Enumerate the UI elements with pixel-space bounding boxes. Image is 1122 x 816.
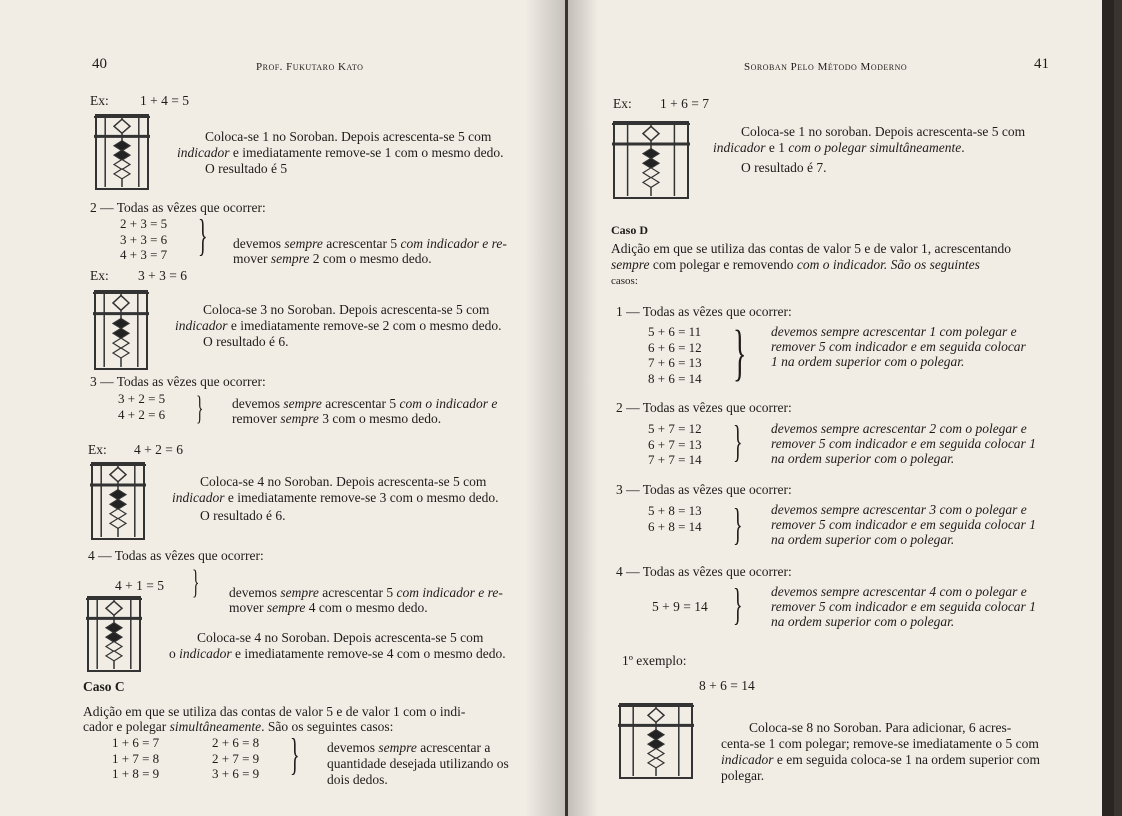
brace: }	[198, 211, 208, 260]
brace: }	[196, 390, 204, 427]
rule-text: remover 5 com indicador e em seguida colocar 1	[771, 436, 1036, 451]
equation-list: 3 + 2 = 5 4 + 2 = 6	[118, 391, 166, 422]
soroban-illustration	[90, 461, 146, 541]
intro-line: casos:	[611, 275, 638, 287]
example-equation: 4 + 2 = 6	[134, 442, 183, 457]
equation-list: 2 + 3 = 5 3 + 3 = 6 4 + 3 = 7	[120, 216, 168, 262]
case-heading: 1 — Todas as vêzes que ocorrer:	[616, 304, 792, 319]
soroban-illustration	[94, 113, 150, 191]
rule-text: devemos sempre acrescentar 5 com indicador e re-	[229, 585, 503, 600]
explanation-line: centa-se 1 com polegar; remove-se imediatamente o 5 com	[721, 736, 1039, 751]
example-label: Ex:	[88, 442, 107, 457]
rule-text: remover 5 com indicador e em seguida colocar 1	[771, 517, 1036, 532]
intro-line: Adição em que se utiliza das contas de valor 5 e de valor 1, acrescentando	[611, 241, 1011, 256]
example-equation: 1 + 6 = 7	[660, 96, 709, 111]
brace: }	[192, 564, 200, 601]
equation-list: 5 + 6 = 11 6 + 6 = 12 7 + 6 = 13 8 + 6 = 14	[648, 324, 702, 386]
example-label: 1º exemplo:	[622, 653, 687, 668]
explanation-line: Coloca-se 8 no Soroban. Para adicionar, 6 acres-	[749, 720, 1012, 735]
case-heading: 4 — Todas as vêzes que ocorrer:	[616, 564, 792, 579]
example-equation: 8 + 6 = 14	[699, 678, 755, 693]
case-heading: 3 — Todas as vêzes que ocorrer:	[616, 482, 792, 497]
case-heading: 2 — Todas as vêzes que ocorrer:	[616, 400, 792, 415]
rule-text: na ordem superior com o polegar.	[771, 451, 955, 466]
page-number: 40	[92, 56, 107, 72]
equation-list: 2 + 6 = 8 2 + 7 = 9 3 + 6 = 9	[212, 735, 260, 781]
explanation-line: Coloca-se 4 no Soroban. Depois acrescenta-se 5 com	[197, 630, 484, 645]
result-text: O resultado é 7.	[741, 160, 827, 175]
rule-text: devemos sempre acrescentar 2 com o polegar e	[771, 421, 1027, 436]
explanation-line: indicador e imediatamente remove-se 1 com o mesmo dedo.	[177, 145, 504, 160]
rule-text: devemos sempre acrescentar 5 com indicador e re-	[233, 236, 507, 251]
intro-line: Adição em que se utiliza das contas de valor 5 e de valor 1 com o indi-	[83, 704, 466, 719]
explanation-line: Coloca-se 3 no Soroban. Depois acrescenta-se 5 com	[203, 302, 490, 317]
rule-text: 1 na ordem superior com o polegar.	[771, 354, 965, 369]
explanation-line: indicador e imediatamente remove-se 3 com o mesmo dedo.	[172, 490, 499, 505]
rule-text: mover sempre 2 com o mesmo dedo.	[233, 251, 432, 266]
equation: 5 + 9 = 14	[652, 599, 708, 614]
section-heading: Caso C	[83, 679, 125, 694]
result-text: O resultado é 6.	[203, 334, 289, 349]
equation-list: 5 + 7 = 12 6 + 7 = 13 7 + 7 = 14	[648, 421, 702, 467]
example-equation: 1 + 4 = 5	[140, 93, 189, 108]
explanation-line: o indicador e imediatamente remove-se 4 com o mesmo dedo.	[169, 646, 506, 661]
intro-line: sempre com polegar e removendo com o indicador. São os seguintes	[611, 257, 980, 272]
brace: }	[733, 319, 747, 387]
example-label: Ex:	[90, 93, 109, 108]
equation-list: 1 + 6 = 7 1 + 7 = 8 1 + 8 = 9	[112, 735, 160, 781]
rule-text: na ordem superior com o polegar.	[771, 532, 955, 547]
rule-text: devemos sempre acrescentar 5 com o indicador e	[232, 396, 498, 411]
case-heading: 3 — Todas as vêzes que ocorrer:	[90, 374, 266, 389]
brace: }	[733, 417, 743, 466]
explanation-line: indicador e em seguida coloca-se 1 na ordem superior com	[721, 752, 1041, 767]
page-number: 41	[1034, 56, 1049, 72]
explanation-line: indicador e 1 com o polegar simultâneamente.	[713, 140, 965, 155]
intro-line: cador e polegar simultâneamente. São os seguintes casos:	[83, 719, 394, 734]
example-label: Ex:	[613, 96, 632, 111]
case-heading: 4 — Todas as vêzes que ocorrer:	[88, 548, 264, 563]
section-heading: Caso D	[611, 223, 649, 237]
soroban-illustration	[86, 595, 142, 673]
equation: 4 + 1 = 5	[115, 578, 164, 593]
explanation-line: Coloca-se 4 no Soroban. Depois acrescenta-se 5 com	[200, 474, 487, 489]
case-heading: 2 — Todas as vêzes que ocorrer:	[90, 200, 266, 215]
running-head: Soroban Pelo Método Moderno	[744, 61, 908, 73]
brace: }	[290, 730, 300, 779]
result-text: O resultado é 6.	[200, 508, 286, 523]
rule-text: remover sempre 3 com o mesmo dedo.	[232, 411, 442, 426]
brace: }	[733, 580, 743, 629]
running-head: Prof. Fukutaro Kato	[256, 61, 364, 73]
explanation-line: indicador e imediatamente remove-se 2 com o mesmo dedo.	[175, 318, 502, 333]
rule-text: devemos sempre acrescentar 3 com o polegar e	[771, 502, 1027, 517]
soroban-illustration	[618, 702, 694, 780]
rule-text: devemos sempre acrescentar a	[327, 740, 491, 755]
rule-text: devemos sempre acrescentar 1 com polegar e	[771, 324, 1017, 339]
rule-text: remover 5 com indicador e em seguida colocar 1	[771, 599, 1036, 614]
rule-text: devemos sempre acrescentar 4 com o polegar e	[771, 584, 1027, 599]
rule-text: remover 5 com indicador e em seguida colocar	[771, 339, 1026, 354]
right-page	[568, 0, 1114, 816]
rule-text: dois dedos.	[327, 772, 388, 787]
explanation-line: Coloca-se 1 no soroban. Depois acrescenta-se 5 com	[741, 124, 1026, 139]
rule-text: na ordem superior com o polegar.	[771, 614, 955, 629]
rule-text: mover sempre 4 com o mesmo dedo.	[229, 600, 428, 615]
result-text: O resultado é 5	[205, 161, 288, 176]
soroban-illustration	[612, 120, 690, 200]
example-label: Ex:	[90, 268, 109, 283]
equation-list: 5 + 8 = 13 6 + 8 = 14	[648, 503, 702, 534]
explanation-line: polegar.	[721, 768, 765, 783]
rule-text: quantidade desejada utilizando os	[327, 756, 509, 771]
example-equation: 3 + 3 = 6	[138, 268, 187, 283]
brace: }	[733, 500, 743, 549]
explanation-line: Coloca-se 1 no Soroban. Depois acrescenta-se 5 com	[205, 129, 492, 144]
soroban-illustration	[93, 289, 149, 371]
